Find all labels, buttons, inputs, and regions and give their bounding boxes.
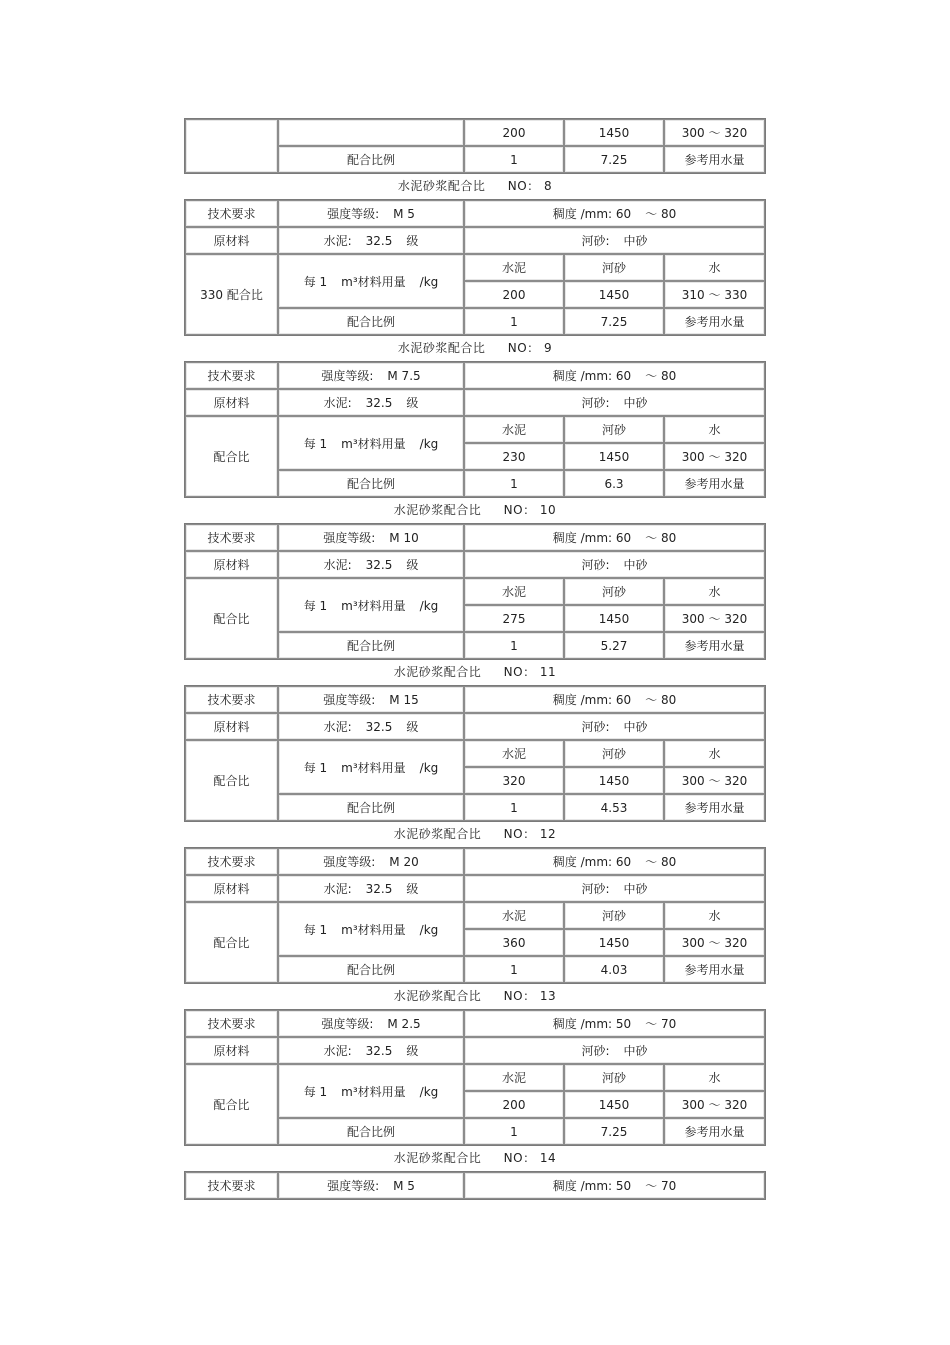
header-sand: 河砂 — [564, 254, 664, 281]
per-m3-usage: 每 1 m³材料用量 /kg — [278, 740, 464, 794]
mix-table — [184, 847, 766, 984]
raw-material-label: 原材料 — [185, 1037, 278, 1064]
header-cement: 水泥 — [464, 578, 564, 605]
mix-table — [184, 199, 766, 336]
sand-ratio: 7.25 — [564, 146, 664, 173]
tech-requirement-label: 技术要求 — [185, 686, 278, 713]
cement-spec: 水泥: 32.5 级 — [278, 551, 464, 578]
header-cement: 水泥 — [464, 416, 564, 443]
sand-ratio: 4.53 — [564, 794, 664, 821]
strength-grade: 强度等级: M 15 — [278, 686, 464, 713]
section-caption: 水泥砂浆配合比 NO： 13 — [393, 989, 557, 1003]
sand-spec: 河砂: 中砂 — [464, 551, 765, 578]
mix-label: 配合比 — [185, 740, 278, 821]
tech-requirement-label: 技术要求 — [185, 200, 278, 227]
sand-amount: 1450 — [564, 119, 664, 146]
tech-requirement-label: 技术要求 — [185, 1010, 278, 1037]
cement-spec: 水泥: 32.5 级 — [278, 1037, 464, 1064]
tech-requirement-label: 技术要求 — [185, 362, 278, 389]
header-water: 水 — [664, 578, 765, 605]
mix-label: 配合比 — [185, 578, 278, 659]
strength-grade: 强度等级: M 20 — [278, 848, 464, 875]
sand-ratio: 7.25 — [564, 308, 664, 335]
raw-material-label: 原材料 — [185, 551, 278, 578]
header-water: 水 — [664, 902, 765, 929]
header-sand: 河砂 — [564, 578, 664, 605]
header-sand: 河砂 — [564, 740, 664, 767]
per-m3-usage: 每 1 m³材料用量 /kg — [278, 254, 464, 308]
water-ratio: 参考用水量 — [664, 146, 765, 173]
cement-amount: 320 — [464, 767, 564, 794]
cement-spec: 水泥: 32.5 级 — [278, 227, 464, 254]
ratio-label: 配合比例 — [278, 794, 464, 821]
raw-material-label: 原材料 — [185, 875, 278, 902]
strength-grade: 强度等级: M 2.5 — [278, 1010, 464, 1037]
ratio-label: 配合比例 — [278, 632, 464, 659]
strength-grade: 强度等级: M 5 — [278, 200, 464, 227]
sand-ratio: 7.25 — [564, 1118, 664, 1145]
sand-amount: 1450 — [564, 443, 664, 470]
header-sand: 河砂 — [564, 1064, 664, 1091]
cement-spec: 水泥: 32.5 级 — [278, 875, 464, 902]
section-caption: 水泥砂浆配合比 NO： 12 — [393, 827, 557, 841]
sand-amount: 1450 — [564, 281, 664, 308]
cement-ratio: 1 — [464, 146, 564, 173]
consistency: 稠度 /mm: 60 ～ 80 — [464, 200, 765, 227]
header-water: 水 — [664, 1064, 765, 1091]
empty-cell — [185, 119, 278, 173]
cement-ratio: 1 — [464, 632, 564, 659]
cement-ratio: 1 — [464, 470, 564, 497]
cement-spec: 水泥: 32.5 级 — [278, 389, 464, 416]
cement-ratio: 1 — [464, 1118, 564, 1145]
sand-spec: 河砂: 中砂 — [464, 713, 765, 740]
sand-spec: 河砂: 中砂 — [464, 227, 765, 254]
sand-amount: 1450 — [564, 605, 664, 632]
strength-grade: 强度等级: M 10 — [278, 524, 464, 551]
section-caption: 水泥砂浆配合比 NO： 8 — [397, 179, 553, 193]
mix-table — [184, 685, 766, 822]
cement-ratio: 1 — [464, 308, 564, 335]
cement-amount: 200 — [464, 119, 564, 146]
ratio-label: 配合比例 — [278, 1118, 464, 1145]
water-ratio: 参考用水量 — [664, 470, 765, 497]
sand-amount: 1450 — [564, 1091, 664, 1118]
strength-grade: 强度等级: M 7.5 — [278, 362, 464, 389]
header-water: 水 — [664, 254, 765, 281]
sand-spec: 河砂: 中砂 — [464, 875, 765, 902]
water-ratio: 参考用水量 — [664, 308, 765, 335]
header-cement: 水泥 — [464, 902, 564, 929]
header-sand: 河砂 — [564, 902, 664, 929]
water-amount: 300 ～ 320 — [664, 929, 765, 956]
mix-label: 配合比 — [185, 416, 278, 497]
header-cement: 水泥 — [464, 254, 564, 281]
water-ratio: 参考用水量 — [664, 1118, 765, 1145]
consistency: 稠度 /mm: 50 ～ 70 — [464, 1010, 765, 1037]
mix-table — [184, 523, 766, 660]
sand-amount: 1450 — [564, 767, 664, 794]
tech-requirement-label: 技术要求 — [185, 1172, 278, 1199]
header-water: 水 — [664, 416, 765, 443]
document-sheet — [184, 118, 766, 1200]
per-m3-usage: 每 1 m³材料用量 /kg — [278, 902, 464, 956]
sand-amount: 1450 — [564, 929, 664, 956]
sand-ratio: 5.27 — [564, 632, 664, 659]
per-m3-usage: 每 1 m³材料用量 /kg — [278, 1064, 464, 1118]
cement-amount: 200 — [464, 281, 564, 308]
tech-requirement-label: 技术要求 — [185, 524, 278, 551]
consistency: 稠度 /mm: 60 ～ 80 — [464, 686, 765, 713]
water-ratio: 参考用水量 — [664, 956, 765, 983]
cement-spec: 水泥: 32.5 级 — [278, 713, 464, 740]
ratio-label: 配合比例 — [278, 956, 464, 983]
cement-amount: 360 — [464, 929, 564, 956]
mix-table — [184, 1009, 766, 1146]
cement-amount: 230 — [464, 443, 564, 470]
strength-grade: 强度等级: M 5 — [278, 1172, 464, 1199]
per-m3-usage: 每 1 m³材料用量 /kg — [278, 416, 464, 470]
mix-table — [184, 361, 766, 498]
consistency: 稠度 /mm: 60 ～ 80 — [464, 362, 765, 389]
raw-material-label: 原材料 — [185, 389, 278, 416]
sand-spec: 河砂: 中砂 — [464, 389, 765, 416]
water-amount: 300 ～ 320 — [664, 119, 765, 146]
section-caption: 水泥砂浆配合比 NO： 10 — [393, 503, 557, 517]
header-water: 水 — [664, 740, 765, 767]
section-caption: 水泥砂浆配合比 NO： 14 — [393, 1151, 557, 1165]
raw-material-label: 原材料 — [185, 713, 278, 740]
mix-label: 330 配合比 — [185, 254, 278, 335]
empty-cell — [278, 119, 464, 146]
water-amount: 300 ～ 320 — [664, 767, 765, 794]
mix-label: 配合比 — [185, 1064, 278, 1145]
section-caption: 水泥砂浆配合比 NO： 11 — [393, 665, 557, 679]
mix-table-partial — [184, 118, 766, 174]
sand-ratio: 6.3 — [564, 470, 664, 497]
header-cement: 水泥 — [464, 1064, 564, 1091]
ratio-label: 配合比例 — [278, 146, 464, 173]
water-ratio: 参考用水量 — [664, 794, 765, 821]
cement-amount: 275 — [464, 605, 564, 632]
ratio-label: 配合比例 — [278, 470, 464, 497]
water-amount: 300 ～ 320 — [664, 443, 765, 470]
tech-requirement-label: 技术要求 — [185, 848, 278, 875]
water-amount: 300 ～ 320 — [664, 1091, 765, 1118]
cement-amount: 200 — [464, 1091, 564, 1118]
cement-ratio: 1 — [464, 956, 564, 983]
sand-spec: 河砂: 中砂 — [464, 1037, 765, 1064]
mix-label: 配合比 — [185, 902, 278, 983]
header-cement: 水泥 — [464, 740, 564, 767]
water-amount: 300 ～ 320 — [664, 605, 765, 632]
consistency: 稠度 /mm: 50 ～ 70 — [464, 1172, 765, 1199]
consistency: 稠度 /mm: 60 ～ 80 — [464, 848, 765, 875]
header-sand: 河砂 — [564, 416, 664, 443]
section-caption: 水泥砂浆配合比 NO： 9 — [397, 341, 553, 355]
consistency: 稠度 /mm: 60 ～ 80 — [464, 524, 765, 551]
cement-ratio: 1 — [464, 794, 564, 821]
mix-table — [184, 1171, 766, 1200]
sand-ratio: 4.03 — [564, 956, 664, 983]
water-amount: 310 ～ 330 — [664, 281, 765, 308]
ratio-label: 配合比例 — [278, 308, 464, 335]
per-m3-usage: 每 1 m³材料用量 /kg — [278, 578, 464, 632]
raw-material-label: 原材料 — [185, 227, 278, 254]
water-ratio: 参考用水量 — [664, 632, 765, 659]
